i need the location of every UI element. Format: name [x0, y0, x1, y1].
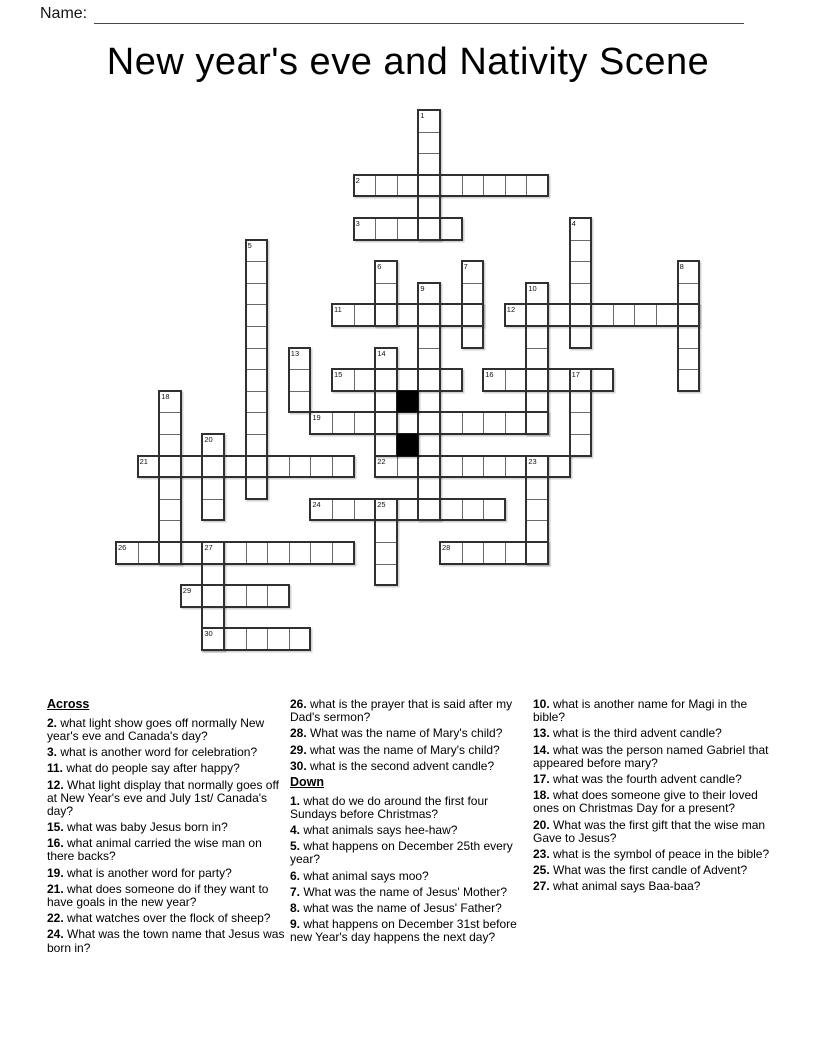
grid-cell[interactable]: [375, 218, 398, 241]
clue-number: 14.: [533, 742, 554, 757]
down-clue-list-continued: [533, 698, 771, 893]
cell-number-label: 15: [334, 370, 343, 380]
clue-across-11: [47, 762, 286, 775]
grid-cell[interactable]: [418, 175, 441, 198]
clue-number: 1.: [290, 793, 304, 808]
cell-number-label: 28: [442, 543, 451, 552]
grid-cell[interactable]: [526, 412, 549, 435]
clue-text: what is another word for celebration?: [60, 745, 258, 760]
clue-down-13: [533, 727, 771, 740]
grid-cell[interactable]: [505, 369, 528, 392]
clue-number: 8.: [290, 901, 304, 915]
clue-number: 20.: [533, 817, 554, 832]
cell-number-label: 11: [334, 305, 342, 315]
grid-cell[interactable]: [246, 391, 269, 414]
grid-cell[interactable]: [591, 304, 614, 327]
grid-cell[interactable]: [332, 412, 355, 435]
grid-cell[interactable]: [570, 261, 593, 284]
grid-cell[interactable]: [526, 499, 549, 522]
grid-cell[interactable]: [246, 348, 269, 371]
grid-cell[interactable]: [289, 628, 312, 651]
clue-text: What was the name of Mary's child?: [310, 726, 503, 741]
clue-across-19: [47, 867, 286, 880]
grid-cell[interactable]: [483, 456, 506, 479]
grid-cell[interactable]: [246, 434, 269, 457]
clue-number: 10.: [533, 697, 554, 711]
grid-cell[interactable]: [181, 456, 204, 479]
grid-cell[interactable]: [246, 369, 269, 392]
cell-number-label: 5: [247, 240, 252, 250]
grid-cell[interactable]: [159, 456, 182, 479]
clue-down-25: [533, 864, 771, 877]
clue-text: what animals says hee-haw?: [303, 823, 458, 838]
grid-cell[interactable]: [246, 326, 269, 349]
cell-number-label: 4: [571, 219, 576, 228]
grid-cell[interactable]: [267, 456, 290, 479]
clue-text: what does someone do if they want to have goals in the new year?: [47, 881, 269, 909]
across-clue-list-continued: [290, 698, 521, 773]
clue-text: what watches over the flock of sheep?: [67, 911, 271, 926]
grid-cell[interactable]: [505, 175, 528, 198]
clue-number: 26.: [290, 697, 311, 711]
clue-number: 7.: [290, 884, 304, 899]
grid-cell[interactable]: [159, 412, 182, 435]
grid-cell[interactable]: [418, 153, 441, 176]
clue-across-15: [47, 821, 286, 834]
clue-across-24: [47, 928, 286, 954]
cell-number-label: 22: [377, 456, 386, 466]
grid-cell[interactable]: [634, 304, 657, 327]
clue-text: what is another name for Magi in the bible?: [533, 697, 748, 725]
clue-down-27: [533, 880, 771, 893]
clue-down-23: [533, 848, 771, 861]
cell-number-label: 21: [139, 456, 148, 466]
grid-cell[interactable]: [440, 499, 463, 522]
grid-cell[interactable]: [246, 283, 269, 306]
clue-number: 17.: [533, 771, 554, 786]
cell-number-label: 10: [528, 283, 537, 293]
name-row: [40, 4, 744, 24]
grid-cell[interactable]: [375, 175, 398, 198]
grid-cell[interactable]: [267, 542, 290, 565]
clue-across-22: [47, 912, 286, 925]
across-heading: Across: [47, 697, 90, 711]
grid-cell[interactable]: [440, 369, 463, 392]
grid-cell[interactable]: [138, 542, 161, 565]
clues-column-3: [533, 698, 771, 896]
clue-down-14: [533, 744, 771, 770]
clue-text: what was the name of Jesus' Father?: [303, 901, 502, 915]
blocked-cell: [396, 390, 420, 414]
clue-text: what do people say after happy?: [66, 761, 240, 776]
grid-cell[interactable]: [289, 542, 312, 565]
grid-cell[interactable]: [526, 391, 549, 414]
clue-across-2: [47, 717, 286, 743]
grid-cell[interactable]: [375, 564, 398, 587]
clue-text: what was the fourth advent candle?: [553, 771, 742, 786]
clue-text: what is the third advent candle?: [553, 726, 722, 741]
grid-cell[interactable]: [289, 369, 312, 392]
clue-text: what was the name of Mary's child?: [310, 742, 500, 757]
grid-cell[interactable]: [397, 304, 420, 327]
grid-cell[interactable]: [397, 369, 420, 392]
clue-number: 30.: [290, 758, 311, 773]
name-label: Name:: [40, 5, 88, 22]
clue-text: what light show goes off normally New year's eve and Canada's day?: [47, 715, 265, 743]
grid-cell[interactable]: [375, 369, 398, 392]
grid-cell[interactable]: [462, 175, 485, 198]
clue-number: 18.: [533, 788, 554, 803]
cell-number-label: 29: [182, 586, 192, 596]
clue-across-29: [290, 744, 521, 757]
grid-cell[interactable]: [440, 412, 463, 435]
grid-cell[interactable]: [159, 434, 182, 457]
grid-cell[interactable]: [202, 456, 225, 479]
grid-cell[interactable]: [570, 412, 593, 435]
clue-text: what was baby Jesus born in?: [67, 820, 228, 835]
cell-number-label: 14: [377, 348, 386, 358]
grid-cell[interactable]: [526, 477, 549, 500]
cell-number-label: 8: [679, 262, 684, 272]
grid-cell[interactable]: [591, 369, 614, 392]
clue-number: 25.: [533, 863, 554, 878]
clue-number: 15.: [47, 820, 68, 835]
grid-cell[interactable]: [570, 391, 593, 414]
grid-cell[interactable]: [418, 304, 441, 327]
grid-cell[interactable]: [159, 520, 182, 543]
clue-across-12: [47, 779, 286, 819]
grid-cell[interactable]: [354, 499, 377, 522]
clue-across-3: [47, 746, 286, 759]
clue-text: What was the name of Jesus' Mother?: [303, 884, 508, 899]
grid-cell[interactable]: [462, 542, 485, 565]
grid-cell[interactable]: [440, 456, 463, 479]
cell-number-label: 18: [161, 391, 170, 401]
grid-cell[interactable]: [224, 456, 247, 479]
grid-cell[interactable]: [224, 628, 247, 651]
grid-cell[interactable]: [375, 304, 398, 327]
clue-text: what is another word for party?: [67, 865, 232, 880]
grid-cell[interactable]: [375, 542, 398, 565]
cell-number-label: 17: [571, 370, 580, 380]
grid-cell[interactable]: [159, 542, 182, 565]
crossword-grid: [116, 110, 700, 651]
clue-number: 3.: [47, 745, 61, 760]
grid-cell[interactable]: [332, 456, 355, 479]
cell-number-label: 6: [377, 262, 382, 272]
grid-cell[interactable]: [483, 542, 506, 565]
grid-cell[interactable]: [613, 304, 636, 327]
grid-cell[interactable]: [418, 132, 441, 155]
grid-cell[interactable]: [375, 434, 398, 457]
grid-cell[interactable]: [418, 434, 441, 457]
grid-cell[interactable]: [570, 326, 593, 349]
grid-cell[interactable]: [397, 175, 420, 198]
grid-cell[interactable]: [397, 218, 420, 241]
grid-cell[interactable]: [526, 348, 549, 371]
clue-down-20: [533, 819, 771, 845]
grid-cell[interactable]: [418, 348, 441, 371]
blocked-cell: [396, 433, 420, 457]
grid-cell[interactable]: [462, 283, 485, 306]
grid-cell[interactable]: [440, 304, 463, 327]
grid-cell[interactable]: [375, 391, 398, 414]
clue-text: what is the prayer that is said after my Dad's sermon?: [290, 697, 513, 725]
grid-cell[interactable]: [483, 412, 506, 435]
grid-cell[interactable]: [418, 477, 441, 500]
name-input-line[interactable]: [94, 6, 744, 24]
cell-number-label: 3: [355, 219, 360, 228]
across-clue-list: [47, 717, 286, 955]
grid-cell[interactable]: [440, 175, 463, 198]
grid-cell[interactable]: [570, 240, 593, 263]
clue-number: 4.: [290, 823, 304, 838]
cell-number-label: 25: [377, 499, 386, 509]
grid-cell[interactable]: [375, 520, 398, 543]
clue-number: 6.: [290, 868, 304, 883]
grid-cell[interactable]: [202, 499, 225, 522]
cell-number-label: 26: [118, 543, 127, 552]
grid-cell[interactable]: [202, 585, 225, 608]
clue-number: 5.: [290, 839, 304, 854]
grid-cell[interactable]: [289, 456, 312, 479]
grid-cell[interactable]: [375, 412, 398, 435]
grid-cell[interactable]: [246, 304, 269, 327]
grid-cell[interactable]: [483, 499, 506, 522]
clue-text: What was the first gift that the wise man Gave to Jesus?: [533, 817, 766, 845]
clue-number: 2.: [47, 715, 61, 730]
clue-number: 11.: [47, 761, 67, 776]
puzzle-title: New year's eve and Nativity Scene: [106, 41, 710, 83]
clue-text: what was the person named Gabriel that appeared before mary?: [533, 742, 769, 770]
grid-cell[interactable]: [462, 499, 485, 522]
grid-cell[interactable]: [397, 499, 420, 522]
clue-number: 29.: [290, 742, 311, 757]
grid-cell[interactable]: [526, 542, 549, 565]
grid-cell[interactable]: [526, 326, 549, 349]
clue-number: 9.: [290, 917, 304, 932]
cell-number-label: 13: [290, 348, 300, 358]
grid-cell[interactable]: [159, 499, 182, 522]
grid-cell[interactable]: [310, 456, 333, 479]
grid-cell[interactable]: [548, 304, 571, 327]
grid-cell[interactable]: [678, 326, 701, 349]
grid-cell[interactable]: [397, 412, 420, 435]
grid-cell[interactable]: [375, 283, 398, 306]
grid-cell[interactable]: [310, 542, 333, 565]
grid-cell[interactable]: [526, 520, 549, 543]
cell-number-label: 16: [485, 370, 494, 380]
grid-cell[interactable]: [678, 304, 701, 327]
clue-text: what animal says Baa-baa?: [553, 879, 701, 894]
cell-number-label: 23: [528, 456, 537, 466]
grid-cell[interactable]: [418, 369, 441, 392]
clue-text: what do we do around the first four Sundays before Christmas?: [290, 793, 489, 821]
grid-cell[interactable]: [570, 304, 593, 327]
clue-number: 21.: [47, 881, 68, 896]
grid-cell[interactable]: [462, 456, 485, 479]
grid-cell[interactable]: [202, 564, 225, 587]
clue-text: What was the town name that Jesus was born in?: [47, 927, 285, 955]
down-clue-list: [290, 795, 521, 945]
clue-across-21: [47, 883, 286, 909]
clue-across-28: [290, 727, 521, 740]
clue-number: 12.: [47, 777, 68, 792]
cell-number-label: 27: [204, 543, 213, 552]
grid-cell[interactable]: [332, 542, 355, 565]
cell-number-label: 20: [204, 435, 213, 444]
clue-down-18: [533, 789, 771, 815]
grid-cell[interactable]: [397, 456, 420, 479]
clue-across-16: [47, 837, 286, 863]
grid-cell[interactable]: [418, 196, 441, 219]
down-heading: Down: [290, 774, 325, 789]
cell-number-label: 1: [420, 111, 425, 120]
clue-number: 27.: [533, 879, 554, 894]
grid-cell[interactable]: [246, 261, 269, 284]
clue-across-30: [290, 760, 521, 773]
cell-number-label: 12: [506, 305, 516, 315]
grid-cell[interactable]: [246, 456, 269, 479]
grid-cell[interactable]: [246, 542, 269, 565]
clue-across-26: [290, 698, 521, 724]
clue-text: What was the first candle of Advent?: [553, 863, 748, 878]
grid-cell[interactable]: [440, 218, 463, 241]
cell-number-label: 19: [312, 413, 321, 423]
cell-number-label: 9: [420, 283, 425, 293]
grid-cell[interactable]: [202, 477, 225, 500]
grid-cell[interactable]: [354, 304, 377, 327]
clues-column-2: [290, 698, 521, 948]
grid-cell[interactable]: [246, 477, 269, 500]
grid-cell[interactable]: [418, 391, 441, 414]
grid-cell[interactable]: [526, 175, 549, 198]
grid-cell[interactable]: [418, 218, 441, 241]
clue-text: what does someone give to their loved ones on Christmas Day for a present?: [533, 788, 758, 816]
grid-cell[interactable]: [570, 434, 593, 457]
grid-cell[interactable]: [462, 326, 485, 349]
grid-cell[interactable]: [224, 542, 247, 565]
grid-cell[interactable]: [202, 607, 225, 630]
cell-number-label: 7: [463, 262, 468, 272]
clue-down-5: [290, 840, 521, 866]
grid-cell[interactable]: [483, 175, 506, 198]
grid-cell[interactable]: [159, 477, 182, 500]
grid-cell[interactable]: [332, 499, 355, 522]
grid-cell[interactable]: [418, 326, 441, 349]
grid-cell[interactable]: [354, 369, 377, 392]
clue-text: what animal says moo?: [303, 868, 429, 883]
cell-number-label: 2: [355, 175, 360, 185]
grid-cell[interactable]: [246, 585, 269, 608]
grid-cell[interactable]: [505, 412, 528, 435]
clues-column-1: [47, 698, 286, 958]
grid-cell[interactable]: [526, 304, 549, 327]
grid-cell[interactable]: [570, 283, 593, 306]
grid-cell[interactable]: [505, 542, 528, 565]
grid-cell[interactable]: [678, 369, 701, 392]
clue-down-7: [290, 886, 521, 899]
grid-cell[interactable]: [289, 391, 312, 414]
clue-down-1: [290, 795, 521, 821]
clue-text: what happens on December 31st before new Year's day happens the next day?: [290, 917, 517, 945]
grid-cell[interactable]: [354, 412, 377, 435]
clue-down-10: [533, 698, 771, 724]
grid-cell[interactable]: [548, 369, 571, 392]
grid-cell[interactable]: [267, 585, 290, 608]
clue-text: what is the second advent candle?: [310, 758, 495, 773]
grid-cell[interactable]: [418, 456, 441, 479]
clue-text: What light display that normally goes off at New Year's eve and July 1st/ Canada's day?: [47, 777, 279, 818]
grid-cell[interactable]: [181, 542, 204, 565]
clue-number: 28.: [290, 726, 311, 741]
clue-number: 19.: [47, 865, 68, 880]
clue-number: 23.: [533, 846, 554, 861]
grid-cell[interactable]: [678, 348, 701, 371]
clue-text: what is the symbol of peace in the bible?: [553, 846, 770, 861]
grid-cell[interactable]: [418, 499, 441, 522]
clue-down-9: [290, 918, 521, 944]
grid-cell[interactable]: [505, 456, 528, 479]
clue-down-17: [533, 773, 771, 786]
clue-down-4: [290, 824, 521, 837]
clue-number: 22.: [47, 911, 68, 926]
grid-cell[interactable]: [418, 412, 441, 435]
grid-cell[interactable]: [548, 456, 571, 479]
clue-number: 16.: [47, 836, 68, 851]
grid-cell[interactable]: [246, 628, 269, 651]
cell-number-label: 24: [312, 499, 321, 509]
grid-cell[interactable]: [224, 585, 247, 608]
clue-number: 13.: [533, 726, 554, 741]
cell-number-label: 30: [204, 629, 213, 639]
grid-cell[interactable]: [246, 412, 269, 435]
clue-down-6: [290, 870, 521, 883]
grid-cell[interactable]: [656, 304, 679, 327]
clue-down-8: [290, 902, 521, 915]
grid-cell[interactable]: [462, 304, 485, 327]
grid-cell[interactable]: [267, 628, 290, 651]
grid-cell[interactable]: [462, 412, 485, 435]
grid-cell[interactable]: [526, 369, 549, 392]
clue-number: 24.: [47, 927, 68, 942]
clue-text: what animal carried the wise man on there backs?: [47, 836, 262, 864]
clue-text: what happens on December 25th every year?: [290, 839, 513, 867]
grid-cell[interactable]: [678, 283, 701, 306]
